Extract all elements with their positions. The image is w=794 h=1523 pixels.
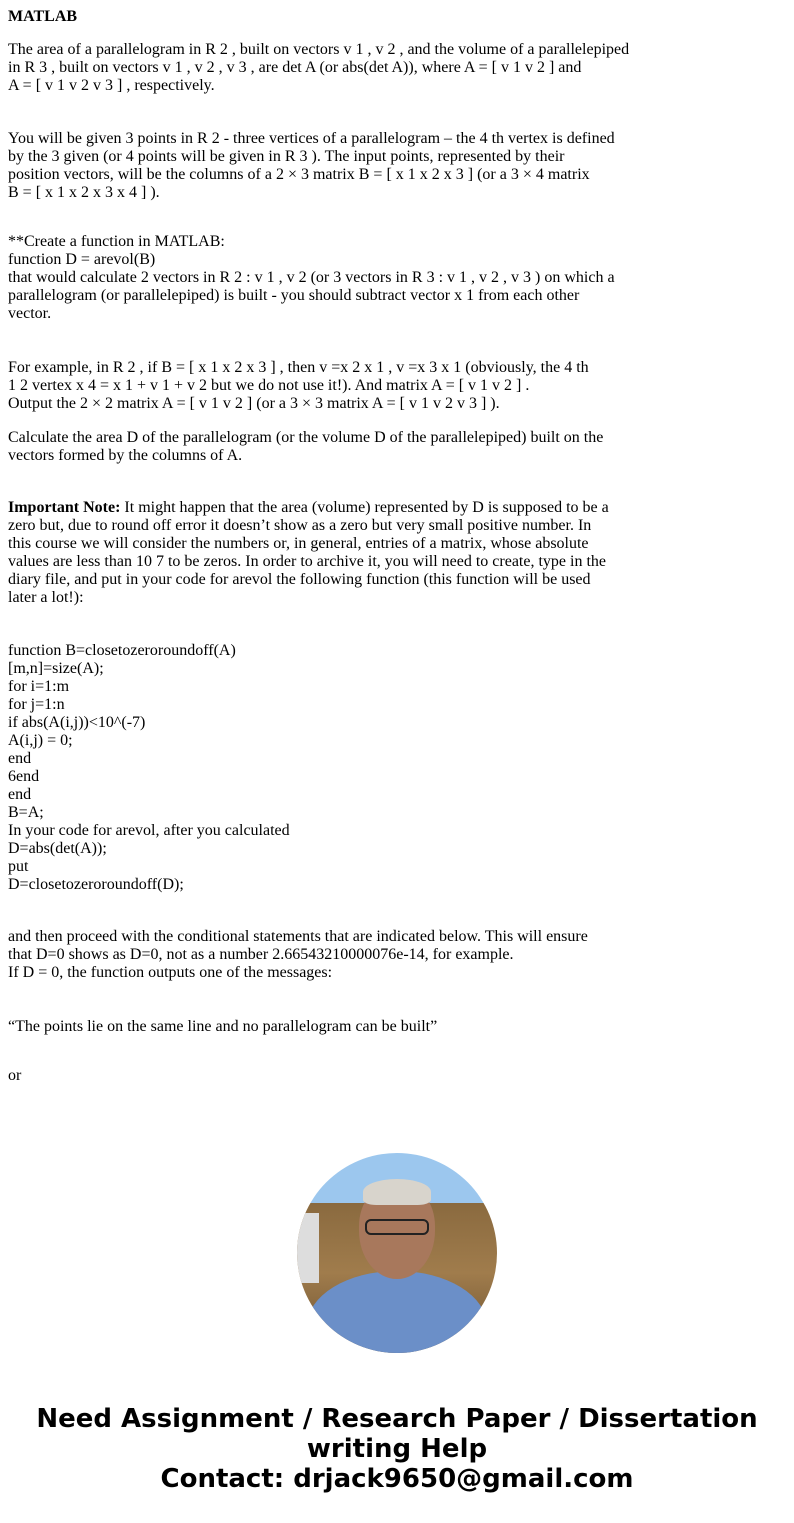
- paragraph-intro: [8, 41, 788, 95]
- text-line: function D = arevol(B): [8, 251, 156, 268]
- or-line: [8, 1067, 788, 1085]
- text-line: by the 3 given (or 4 points will be given in R 3 ). The input points, represented by their: [8, 148, 565, 165]
- paragraph-note: [8, 499, 788, 607]
- paragraph-calculate: [8, 429, 788, 465]
- message-line: [8, 1018, 788, 1036]
- text-line: **Create a function in MATLAB:: [8, 233, 225, 250]
- text-line: that D=0 shows as D=0, not as a number 2.66543210000076e-14, for example.: [8, 946, 514, 963]
- code-line: function B=closetozeroroundoff(A): [8, 642, 236, 659]
- code-block: [8, 642, 788, 894]
- text-line: diary file, and put in your code for arevol the following function (this function will be used: [8, 571, 591, 588]
- note-label: Important Note:: [8, 499, 121, 516]
- paragraph-input: [8, 130, 788, 202]
- banner-line: Need Assignment / Research Paper / Dissertation: [36, 1404, 758, 1434]
- text-line: The area of a parallelogram in R 2 , built on vectors v 1 , v 2 , and the volume of a parallelepiped: [8, 41, 630, 58]
- banner-line: writing Help: [306, 1434, 488, 1464]
- text-line: this course we will consider the numbers or, in general, entries of a matrix, whose absolute: [8, 535, 589, 552]
- code-line: A(i,j) = 0;: [8, 732, 73, 749]
- contact-email: Contact: drjack9650@gmail.com: [160, 1464, 634, 1494]
- paragraph-conditions: [8, 928, 788, 982]
- code-line: D=closetozeroroundoff(D);: [8, 876, 184, 893]
- code-line: [m,n]=size(A);: [8, 660, 104, 677]
- code-line: D=abs(det(A));: [8, 840, 107, 857]
- text-line: Output the 2 × 2 matrix A = [ v 1 v 2 ] (or a 3 × 3 matrix A = [ v 1 v 2 v 3 ] ).: [8, 395, 500, 412]
- code-line: In your code for arevol, after you calculated: [8, 822, 290, 839]
- text-line: 1 2 vertex x 4 = x 1 + v 1 + v 2 but we do not use it!). And matrix A = [ v 1 v 2 ] .: [8, 377, 530, 394]
- page-title: [8, 8, 788, 26]
- text-line: parallelogram (or parallelepiped) is built - you should subtract vector x 1 from each other: [8, 287, 580, 304]
- author-photo: [297, 1153, 497, 1353]
- code-line: for j=1:n: [8, 696, 65, 713]
- code-line: B=A;: [8, 804, 44, 821]
- code-line: if abs(A(i,j))<10^(-7): [8, 714, 146, 731]
- text-line: You will be given 3 points in R 2 - three vertices of a parallelogram – the 4 th vertex is defined: [8, 130, 615, 147]
- code-line: end: [8, 750, 32, 767]
- text-line: later a lot!):: [8, 589, 84, 606]
- or-text: or: [8, 1067, 22, 1084]
- text-line: Calculate the area D of the parallelogram (or the volume D of the parallelepiped) built on the: [8, 429, 604, 446]
- text-line: in R 3 , built on vectors v 1 , v 2 , v 3 , are det A (or abs(det A)), where A = [ v 1 v 2 ] and: [8, 59, 582, 76]
- text-line: values are less than 10 7 to be zeros. In order to archive it, you will need to create, type in the: [8, 553, 607, 570]
- text-line: zero but, due to round off error it doesn’t show as a zero but very small positive number. In: [8, 517, 592, 534]
- text-line: that would calculate 2 vectors in R 2 : v 1 , v 2 (or 3 vectors in R 3 : v 1 , v 2 , v 3 ) on which a: [8, 269, 615, 286]
- text-line: vector.: [8, 305, 52, 322]
- code-line: end: [8, 786, 32, 803]
- text-line: B = [ x 1 x 2 x 3 x 4 ] ).: [8, 184, 160, 201]
- code-line: 6end: [8, 768, 40, 785]
- code-line: for i=1:m: [8, 678, 70, 695]
- message-text: “The points lie on the same line and no parallelogram can be built”: [8, 1018, 438, 1035]
- paragraph-example: [8, 359, 788, 413]
- text-line: A = [ v 1 v 2 v 3 ] , respectively.: [8, 77, 215, 94]
- text-line: position vectors, will be the columns of a 2 × 3 matrix B = [ x 1 x 2 x 3 ] (or a 3 × 4 matrix: [8, 166, 590, 183]
- title-text: MATLAB: [8, 8, 78, 25]
- text-line: vectors formed by the columns of A.: [8, 447, 243, 464]
- text-line: It might happen that the area (volume) represented by D is supposed to be a: [120, 499, 609, 516]
- text-line: For example, in R 2 , if B = [ x 1 x 2 x 3 ] , then v =x 2 x 1 , v =x 3 x 1 (obviously, the 4 th: [8, 359, 589, 376]
- contact-banner: [0, 1404, 794, 1494]
- text-line: If D = 0, the function outputs one of the messages:: [8, 964, 333, 981]
- code-line: put: [8, 858, 29, 875]
- paragraph-task: [8, 233, 788, 323]
- text-line: and then proceed with the conditional statements that are indicated below. This will ensure: [8, 928, 588, 945]
